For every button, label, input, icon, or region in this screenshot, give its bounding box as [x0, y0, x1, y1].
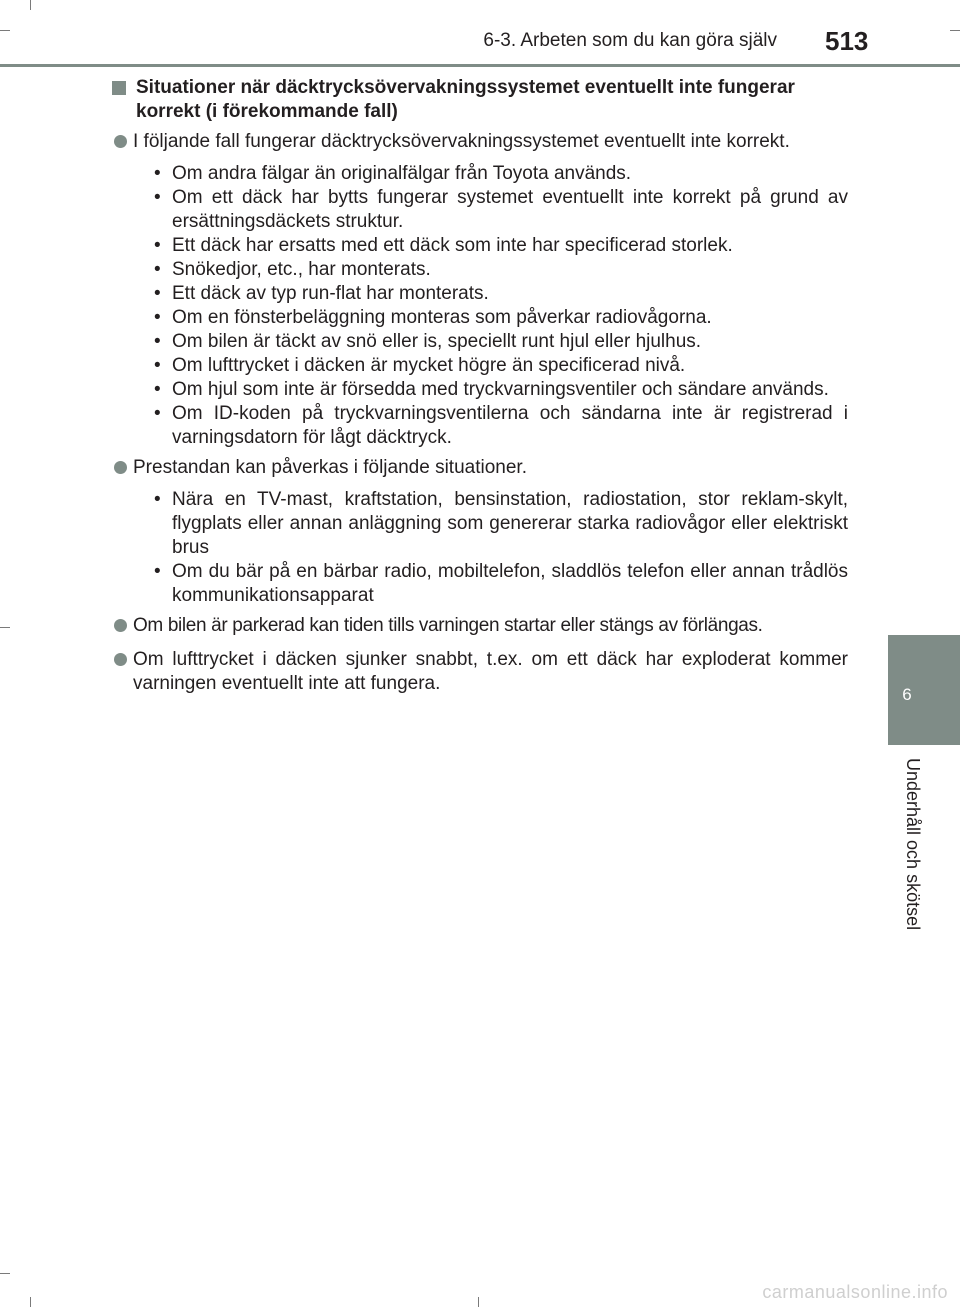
- list-item: • Om du bär på en bärbar radio, mobiltelefon, sladdlös telefon eller annan trådlös kommunikationsapparat: [154, 560, 848, 608]
- paragraph: [112, 130, 848, 154]
- crop-mark: [0, 30, 10, 31]
- circle-bullet-icon: [114, 619, 127, 632]
- list-item: • Om en fönsterbeläggning monteras som påverkar radiovågorna.: [154, 306, 848, 330]
- crop-mark: [0, 1273, 10, 1274]
- list-item: • Om ID-koden på tryckvarningsventilerna och sändarna inte är registrerad i varningsdatorn för lågt däcktryck.: [154, 402, 848, 450]
- crop-mark: [30, 1297, 31, 1307]
- crop-mark: [30, 0, 31, 10]
- page-content: [112, 76, 848, 696]
- header-rule: [0, 64, 960, 67]
- paragraph-text: Om lufttrycket i däcken sjunker snabbt, t.ex. om ett däck har exploderat kommer varningen eventuellt inte att fungera.: [133, 649, 848, 694]
- page-number: 513: [825, 26, 869, 56]
- paragraph-text: Om bilen är parkerad kan tiden tills varningen startar eller stängs av förlängas.: [133, 615, 763, 636]
- chapter-tab-label: Underhåll och skötsel: [903, 758, 923, 931]
- list-item: • Om hjul som inte är försedda med tryckvarningsventiler och sändare används.: [154, 378, 848, 402]
- list-item: • Ett däck av typ run-flat har monterats.: [154, 282, 848, 306]
- paragraph: [112, 614, 848, 638]
- paragraph-text: Prestandan kan påverkas i följande situationer.: [133, 457, 527, 478]
- circle-bullet-icon: [114, 461, 127, 474]
- circle-bullet-icon: [114, 135, 127, 148]
- paragraph-text: I följande fall fungerar däcktrycksövervakningssystemet eventuellt inte korrekt.: [133, 131, 790, 152]
- list-item: • Om bilen är täckt av snö eller is, speciellt runt hjul eller hjulhus.: [154, 330, 848, 354]
- list-item: • Om lufttrycket i däcken är mycket högre än specificerad nivå.: [154, 354, 848, 378]
- bullet-list: [112, 162, 848, 450]
- circle-bullet-icon: [114, 653, 127, 666]
- chapter-tab-number: 6: [902, 685, 912, 704]
- watermark: carmanualsonline.info: [762, 1282, 948, 1302]
- bullet-list: [112, 488, 848, 608]
- section-heading: [112, 76, 848, 124]
- chapter-title: 6-3. Arbeten som du kan göra själv: [483, 30, 777, 51]
- list-item: • Nära en TV-mast, kraftstation, bensinstation, radiostation, stor reklam-skylt, flygplats eller annan anläggning som genererar starka radiovågor eller elektriskt brus: [154, 488, 848, 560]
- crop-mark: [478, 1297, 479, 1307]
- list-item: • Om andra fälgar än originalfälgar från Toyota används.: [154, 162, 848, 186]
- list-item: • Snökedjor, etc., har monterats.: [154, 258, 848, 282]
- paragraph: [112, 456, 848, 480]
- list-item: • Om ett däck har bytts fungerar systemet eventuellt inte korrekt på grund av ersättningsdäckets struktur.: [154, 186, 848, 234]
- section-heading-text: Situationer när däcktrycksövervakningssystemet eventuellt inte fungerar korrekt (i förekommande fall): [136, 77, 795, 122]
- list-item: • Ett däck har ersatts med ett däck som inte har specificerad storlek.: [154, 234, 848, 258]
- crop-mark: [950, 30, 960, 31]
- paragraph: [112, 648, 848, 696]
- crop-mark: [0, 627, 10, 628]
- square-bullet-icon: [112, 81, 126, 95]
